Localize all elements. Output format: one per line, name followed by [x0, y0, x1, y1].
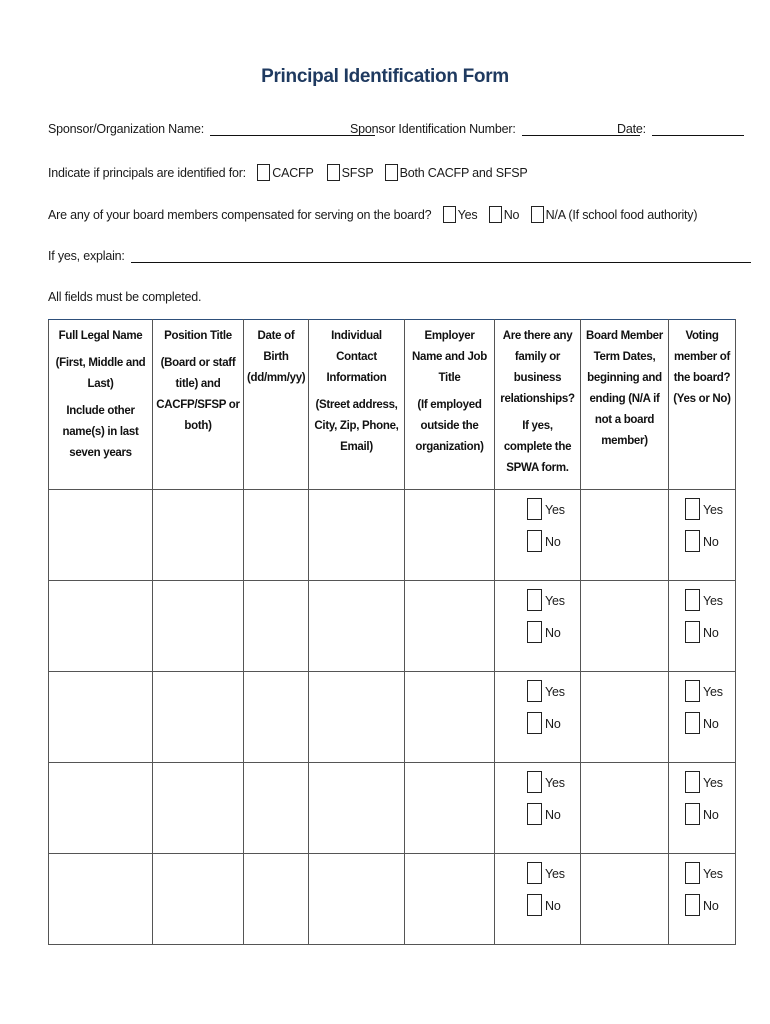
name-cell[interactable]	[49, 581, 153, 672]
date-label: Date:	[617, 122, 646, 136]
no-checkbox[interactable]	[685, 894, 700, 916]
table-row	[49, 581, 736, 672]
header-date-of-birth: Date of Birth (dd/mm/yy)	[244, 320, 309, 490]
header-contact-information: Individual Contact Information (Street address, City, Zip, Phone, Email)	[309, 320, 405, 490]
yes-option	[685, 862, 735, 894]
employer-cell[interactable]	[405, 490, 495, 581]
position-cell[interactable]	[153, 490, 244, 581]
name-cell[interactable]	[49, 672, 153, 763]
relationship-cell	[495, 763, 581, 854]
yes-label: Yes	[703, 867, 723, 881]
no-label: No	[545, 626, 561, 640]
term-dates-cell[interactable]	[581, 490, 669, 581]
term-dates-cell[interactable]	[581, 672, 669, 763]
no-label: No	[545, 535, 561, 549]
voting-cell	[669, 581, 736, 672]
contact-cell[interactable]	[309, 490, 405, 581]
no-option	[685, 894, 735, 926]
employer-cell[interactable]	[405, 854, 495, 945]
dob-cell[interactable]	[244, 854, 309, 945]
no-checkbox[interactable]	[527, 621, 542, 643]
no-option	[685, 530, 735, 562]
no-checkbox[interactable]	[527, 803, 542, 825]
voting-cell	[669, 763, 736, 854]
yes-checkbox[interactable]	[685, 498, 700, 520]
yes-checkbox[interactable]	[685, 862, 700, 884]
no-checkbox[interactable]	[685, 803, 700, 825]
no-label: No	[703, 626, 719, 640]
yes-option	[685, 589, 735, 621]
date-field[interactable]	[652, 121, 744, 136]
principals-question	[48, 164, 528, 181]
no-checkbox[interactable]	[527, 894, 542, 916]
contact-cell[interactable]	[309, 672, 405, 763]
sponsor-id-row	[350, 121, 640, 136]
yes-label: Yes	[703, 503, 723, 517]
yes-checkbox[interactable]	[527, 680, 542, 702]
relationship-cell	[495, 490, 581, 581]
term-dates-cell[interactable]	[581, 581, 669, 672]
no-label: No	[703, 808, 719, 822]
term-dates-cell[interactable]	[581, 854, 669, 945]
yes-checkbox[interactable]	[527, 589, 542, 611]
no-label: No	[545, 808, 561, 822]
table-row	[49, 672, 736, 763]
compensated-no-checkbox[interactable]	[489, 206, 502, 223]
cacfp-option-label: CACFP	[272, 166, 314, 180]
position-cell[interactable]	[153, 854, 244, 945]
compensation-label: Are any of your board members compensated for serving on the board?	[48, 208, 432, 222]
voting-cell	[669, 854, 736, 945]
compensated-yes-checkbox[interactable]	[443, 206, 456, 223]
no-checkbox[interactable]	[685, 621, 700, 643]
principals-label: Indicate if principals are identified for:	[48, 166, 246, 180]
no-label: No	[703, 899, 719, 913]
contact-cell[interactable]	[309, 854, 405, 945]
sponsor-name-label: Sponsor/Organization Name:	[48, 122, 204, 136]
explain-row	[48, 248, 751, 263]
yes-label: Yes	[545, 594, 565, 608]
relationship-cell	[495, 854, 581, 945]
dob-cell[interactable]	[244, 672, 309, 763]
no-label: No	[545, 717, 561, 731]
compensated-na-checkbox[interactable]	[531, 206, 544, 223]
position-cell[interactable]	[153, 581, 244, 672]
yes-checkbox[interactable]	[527, 771, 542, 793]
yes-checkbox[interactable]	[685, 771, 700, 793]
cacfp-checkbox[interactable]	[257, 164, 270, 181]
no-option	[685, 621, 735, 653]
sfsp-checkbox[interactable]	[327, 164, 340, 181]
yes-option	[527, 498, 580, 530]
yes-label: Yes	[545, 776, 565, 790]
name-cell[interactable]	[49, 763, 153, 854]
sponsor-info-row	[48, 121, 375, 136]
principals-table	[48, 319, 736, 945]
term-dates-cell[interactable]	[581, 763, 669, 854]
contact-cell[interactable]	[309, 763, 405, 854]
compensated-yes-label: Yes	[457, 208, 478, 222]
contact-cell[interactable]	[309, 581, 405, 672]
relationship-cell	[495, 581, 581, 672]
no-label: No	[703, 535, 719, 549]
yes-checkbox[interactable]	[527, 498, 542, 520]
no-option	[527, 894, 580, 926]
no-option	[527, 530, 580, 562]
yes-checkbox[interactable]	[685, 680, 700, 702]
no-checkbox[interactable]	[527, 712, 542, 734]
sfsp-option-label: SFSP	[341, 166, 374, 180]
yes-label: Yes	[545, 503, 565, 517]
no-option	[685, 712, 735, 744]
name-cell[interactable]	[49, 490, 153, 581]
yes-label: Yes	[545, 685, 565, 699]
both-option-label: Both CACFP and SFSP	[399, 166, 528, 180]
no-option	[685, 803, 735, 835]
header-full-legal-name: Full Legal Name (First, Middle and Last) Include other name(s) in last seven years	[49, 320, 153, 490]
header-relationships: Are there any family or business relationships? If yes, complete the SPWA form.	[495, 320, 581, 490]
explain-field[interactable]	[131, 248, 751, 263]
employer-cell[interactable]	[405, 763, 495, 854]
dob-cell[interactable]	[244, 581, 309, 672]
yes-option	[527, 771, 580, 803]
yes-label: Yes	[703, 594, 723, 608]
table-row	[49, 763, 736, 854]
position-cell[interactable]	[153, 763, 244, 854]
yes-checkbox[interactable]	[685, 589, 700, 611]
employer-cell[interactable]	[405, 672, 495, 763]
explain-label: If yes, explain:	[48, 249, 125, 263]
no-label: No	[545, 899, 561, 913]
no-option	[527, 803, 580, 835]
table-row	[49, 854, 736, 945]
name-cell[interactable]	[49, 854, 153, 945]
compensation-question	[48, 206, 697, 223]
no-label: No	[703, 717, 719, 731]
yes-label: Yes	[703, 776, 723, 790]
yes-checkbox[interactable]	[527, 862, 542, 884]
yes-label: Yes	[703, 685, 723, 699]
yes-option	[527, 862, 580, 894]
no-option	[527, 712, 580, 744]
table-header-row	[49, 320, 736, 490]
compensated-na-label: N/A (If school food authority)	[545, 208, 698, 222]
voting-cell	[669, 672, 736, 763]
date-row	[617, 121, 744, 136]
dob-cell[interactable]	[244, 763, 309, 854]
yes-option	[527, 589, 580, 621]
no-option	[527, 621, 580, 653]
sponsor-id-label: Sponsor Identification Number:	[350, 122, 516, 136]
header-board-term-dates: Board Member Term Dates, beginning and ending (N/A if not a board member)	[581, 320, 669, 490]
yes-option	[527, 680, 580, 712]
required-note: All fields must be completed.	[48, 290, 202, 304]
both-checkbox[interactable]	[385, 164, 398, 181]
relationship-cell	[495, 672, 581, 763]
page-title: Principal Identification Form	[261, 66, 509, 87]
dob-cell[interactable]	[244, 490, 309, 581]
no-checkbox[interactable]	[527, 530, 542, 552]
position-cell[interactable]	[153, 672, 244, 763]
voting-cell	[669, 490, 736, 581]
no-checkbox[interactable]	[685, 530, 700, 552]
compensated-no-label: No	[503, 208, 520, 222]
no-checkbox[interactable]	[685, 712, 700, 734]
yes-option	[685, 498, 735, 530]
header-position-title: Position Title (Board or staff title) and CACFP/SFSP or both)	[153, 320, 244, 490]
employer-cell[interactable]	[405, 581, 495, 672]
table-row	[49, 490, 736, 581]
yes-option	[685, 771, 735, 803]
yes-option	[685, 680, 735, 712]
yes-label: Yes	[545, 867, 565, 881]
header-employer: Employer Name and Job Title (If employed outside the organization)	[405, 320, 495, 490]
header-voting-member: Voting member of the board? (Yes or No)	[669, 320, 736, 490]
